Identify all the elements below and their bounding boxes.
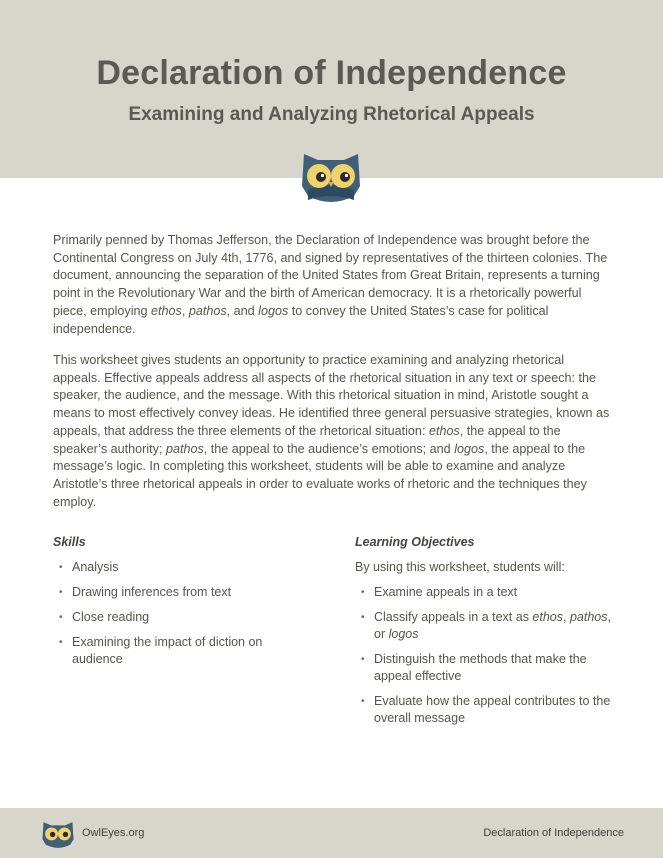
page-subtitle: Examining and Analyzing Rhetorical Appeals xyxy=(128,104,535,125)
objective-item: • Classify appeals in a text as ethos, pathos, or logos xyxy=(355,609,615,643)
objective-item: • Examine appeals in a text xyxy=(355,584,615,601)
skills-heading: Skills xyxy=(53,535,86,549)
page-title: Declaration of Independence xyxy=(96,54,567,92)
objective-item: • Evaluate how the appeal contributes to the overall message xyxy=(355,693,615,727)
skills-item: • Examining the impact of diction on audience xyxy=(53,634,293,668)
objectives-heading: Learning Objectives xyxy=(355,535,475,549)
objectives-list xyxy=(355,559,615,735)
skills-item: • Drawing inferences from text xyxy=(53,584,293,601)
skills-item: • Analysis xyxy=(53,559,293,576)
skills-item: • Close reading xyxy=(53,609,293,626)
objectives-intro: By using this worksheet, students will: xyxy=(355,560,565,574)
skills-list xyxy=(53,559,293,676)
footer-doc-title: Declaration of Independence xyxy=(483,827,624,839)
intro-paragraph: Primarily penned by Thomas Jefferson, the Declaration of Independence was brought before the Continental Congress on July 4th, 1776, and signed by representatives of the thirteen colonies. The document, announcing the separation of the United States from Great Britain, represents a turning point in the Revolutionary War and the birth of American democracy. It is a rhetorically powerful piece, employing ethos, pathos, and logos to convey the United States’s case for political independence. xyxy=(53,233,608,336)
owl-logo-small-icon xyxy=(39,820,77,850)
owl-logo-icon xyxy=(298,150,364,206)
footer-brand[interactable]: OwlEyes.org xyxy=(82,827,145,839)
objective-item: • Distinguish the methods that make the appeal effective xyxy=(355,651,615,685)
worksheet-paragraph: This worksheet gives students an opportunity to practice examining and analyzing rhetorical appeals. Effective appeals address all aspects of the rhetorical situation in any text or speech: the speaker, the audience, and the message. With this rhetorical situation in mind, Aristotle sought a means to most effectively convey ideas. He identified three general persuasive strategies, known as appeals, that address the three elements of the rhetorical situation: ethos, the appeal to the speaker’s authority; pathos, the appeal to the audience’s emotions; and logos, the appeal to the message’s logic. In completing this worksheet, students will be able to examine and analyze Aristotle’s three rhetorical appeals in order to evaluate works of rhetoric and the techniques they employ. xyxy=(53,353,610,509)
